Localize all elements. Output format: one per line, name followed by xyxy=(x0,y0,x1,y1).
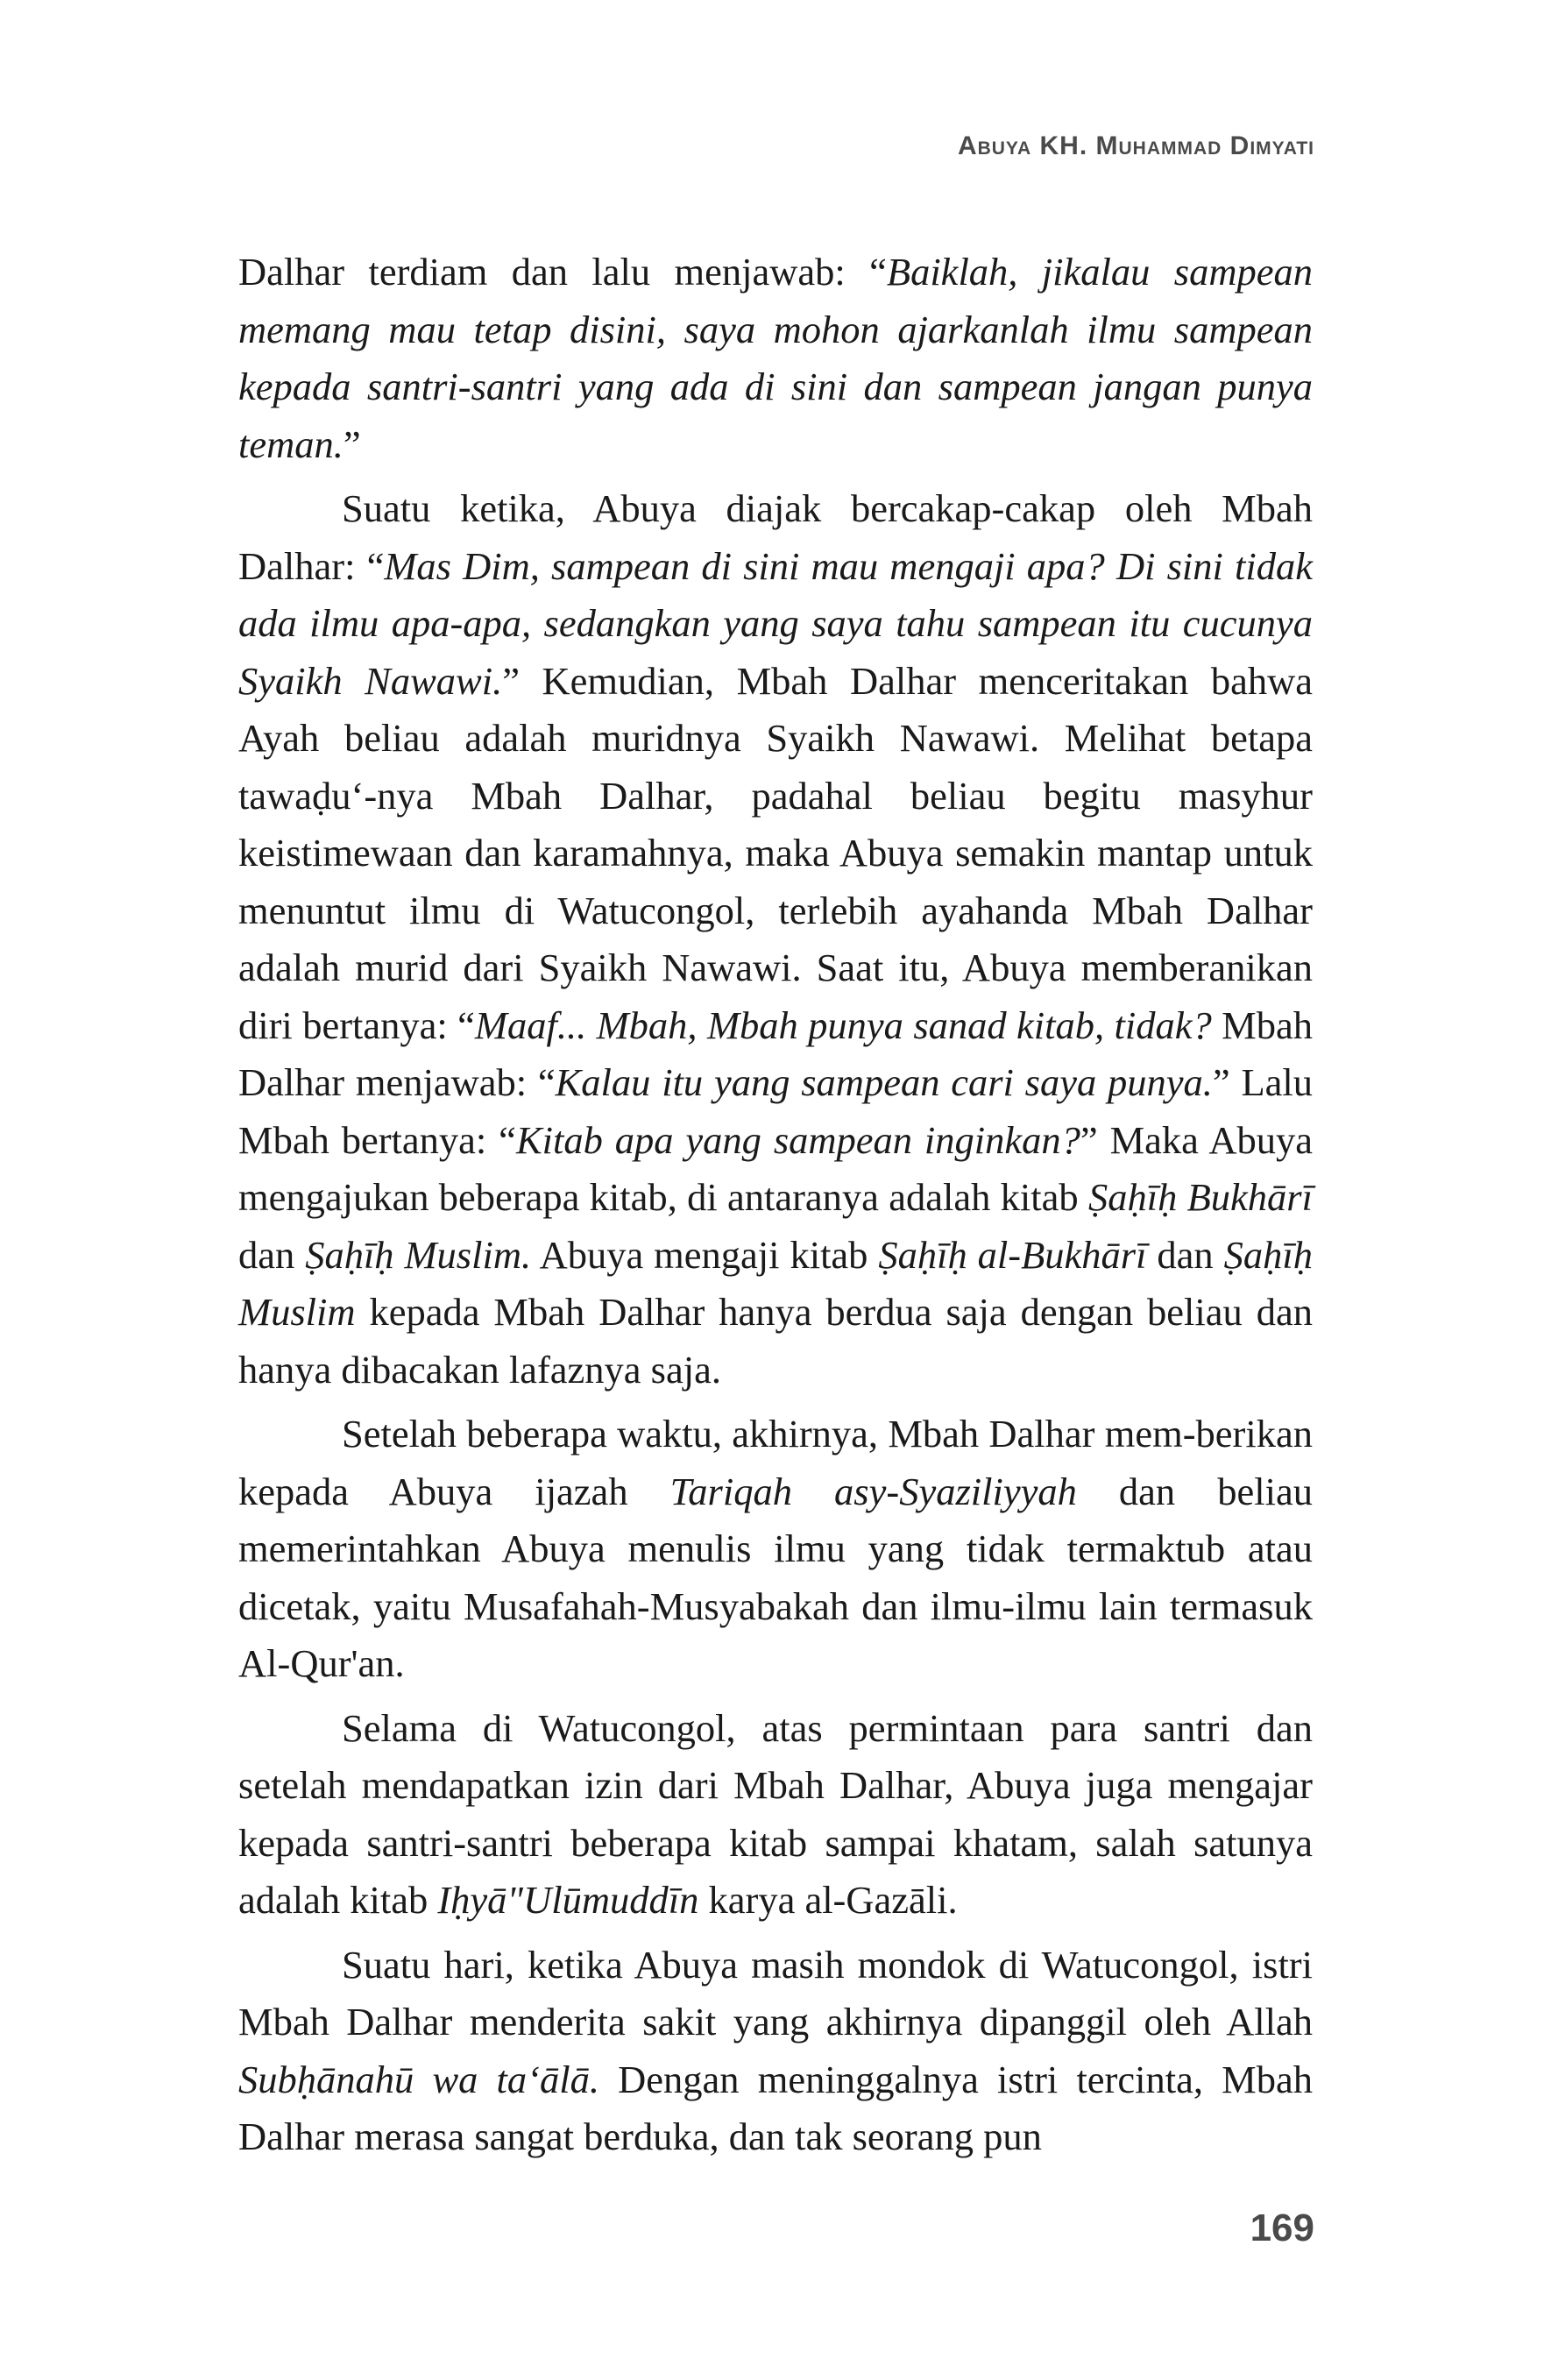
italic-phrase: Kitab apa yang sampean inginkan? xyxy=(515,1117,1080,1162)
text-run: Suatu ketika, Abuya diajak bercakap-cakap oleh Mbah Dalhar: “ xyxy=(238,486,1313,588)
text-run: karya al-Gazāli. xyxy=(698,1878,958,1922)
text-run: ” Lalu Mbah bertanya: “ xyxy=(238,1060,1313,1162)
italic-phrase: Ṣaḥīḥ Muslim. xyxy=(305,1232,532,1277)
text-run: dan beliau memerintahkan Abuya menulis ilmu yang tidak termaktub atau dicetak, yaitu Musafahah-Musyabakah dan ilmu-ilmu lain termasuk Al-Qur'an. xyxy=(238,1469,1313,1685)
running-header-title: Abuya KH. Muhammad Dimyati xyxy=(957,131,1314,160)
italic-phrase: Ṣaḥīḥ Bukhārī xyxy=(1087,1175,1313,1219)
italic-phrase: Baiklah, jikalau sampean memang mau tetap disini, saya mohon ajarkanlah ilmu sampean kepada santri-santri yang ada di sini dan sampean jangan punya teman. xyxy=(238,250,1313,466)
paragraph-2 xyxy=(238,480,1313,1399)
body-text xyxy=(238,244,1313,2166)
text-run: Dengan meninggalnya istri tercinta, Mbah Dalhar merasa sangat berduka, dan tak seorang pun xyxy=(238,2057,1313,2158)
italic-phrase: Kalau itu yang sampean cari saya punya. xyxy=(555,1060,1213,1104)
paragraph-5 xyxy=(238,1937,1313,2166)
italic-phrase: Maaf... Mbah, Mbah punya sanad kitab, tidak? xyxy=(474,1002,1212,1047)
text-run: Suatu hari, ketika Abuya masih mondok di Watucongol, istri Mbah Dalhar menderita sakit yang akhirnya dipanggil oleh Allah xyxy=(238,1942,1313,2044)
italic-phrase: Tariqah asy-Syaziliyyah xyxy=(669,1469,1077,1513)
italic-phrase: Ṣaḥīḥ al-Bukhārī xyxy=(878,1232,1147,1277)
paragraph-3 xyxy=(238,1406,1313,1693)
running-header xyxy=(958,131,1314,161)
italic-phrase: Mas Dim, sampean di sini mau mengaji apa? Di sini tidak ada ilmu apa-apa, sedangkan yang saya tahu sampean itu cucunya Syaikh Nawawi. xyxy=(238,543,1313,703)
text-run: ” Kemudian, Mbah Dalhar menceritakan bahwa Ayah beliau adalah muridnya Syaikh Nawawi. Melihat betapa tawaḍu‘-nya Mbah Dalhar, padahal beliau begitu masyhur keistimewaan dan karamahnya, maka Abuya semakin mantap untuk menuntut ilmu di Watucongol, terlebih ayahanda Mbah Dalhar adalah murid dari Syaikh Nawawi. Saat itu, Abuya memberanikan diri bertanya: “ xyxy=(238,658,1313,1047)
text-run: dan xyxy=(1146,1232,1224,1277)
text-run: Mbah Dalhar menjawab: “ xyxy=(238,1002,1313,1104)
text-run: ” Maka Abuya mengajukan beberapa kitab, di antaranya adalah kitab xyxy=(238,1117,1313,1219)
text-run: Dalhar terdiam dan lalu menjawab: “ xyxy=(238,250,887,294)
page-number: 169 xyxy=(1250,2206,1314,2249)
text-run: ” xyxy=(343,421,361,466)
text-run: Setelah beberapa waktu, akhirnya, Mbah Dalhar mem-berikan kepada Abuya ijazah xyxy=(238,1412,1313,1513)
italic-phrase: Iḥyā"Ulūmuddīn xyxy=(437,1878,699,1922)
paragraph-4 xyxy=(238,1700,1313,1930)
text-run: dan xyxy=(238,1232,306,1277)
italic-phrase: Ṣaḥīḥ Muslim xyxy=(238,1232,1313,1334)
italic-phrase: Subḥānahū wa ta‘ālā. xyxy=(238,2057,599,2101)
paragraph-1 xyxy=(238,244,1313,473)
text-run: Selama di Watucongol, atas permintaan para santri dan setelah mendapatkan izin dari Mbah Dalhar, Abuya juga mengajar kepada santri-santri beberapa kitab sampai khatam, salah satunya adalah kitab xyxy=(238,1705,1313,1922)
text-run: kepada Mbah Dalhar hanya berdua saja dengan beliau dan hanya dibacakan lafaznya saja. xyxy=(238,1290,1313,1392)
text-run: Abuya mengaji kitab xyxy=(531,1232,879,1277)
